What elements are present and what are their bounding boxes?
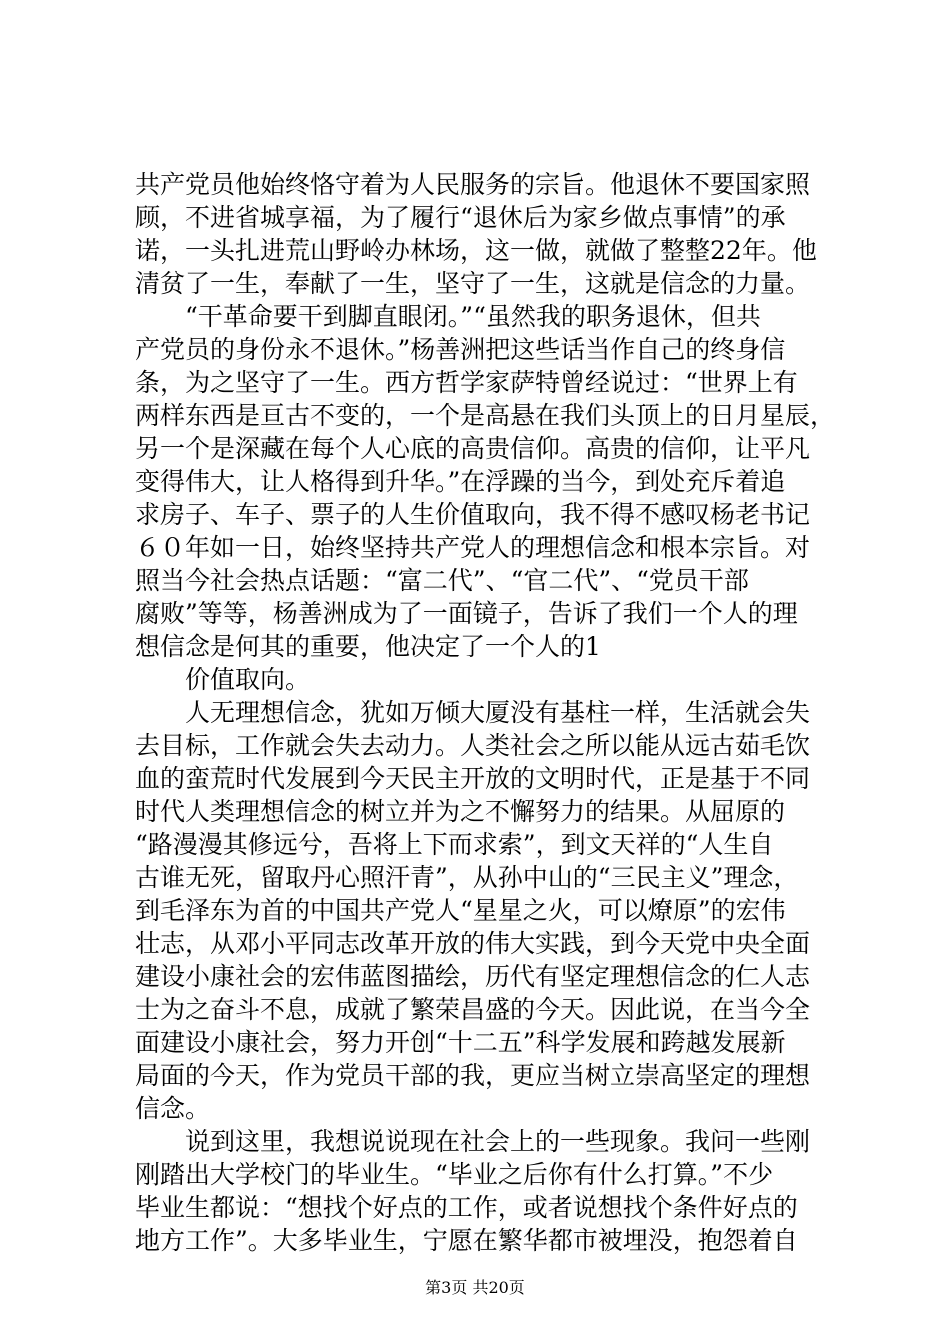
text-line: 士为之奋斗不息，成就了繁荣昌盛的今天。因此说，在当今全 (135, 995, 811, 1024)
text-line: 共产党员他始终恪守着为人民服务的宗旨。他退休不要国家照 (135, 170, 811, 199)
text-line: 变得伟大，让人格得到升华。”在浮躁的当今，到处充斥着追 (135, 467, 786, 496)
text-line: 条，为之坚守了一生。西方哲学家萨特曾经说过：“世界上有 (135, 368, 798, 397)
text-line: 求房子、车子、票子的人生价值取向，我不得不感叹杨老书记 (135, 500, 811, 529)
text-line: 刚踏出大学校门的毕业生。“毕业之后你有什么打算。”不少 (135, 1160, 774, 1189)
text-line: 壮志，从邓小平同志改革开放的伟大实践，到今天党中央全面 (135, 929, 811, 958)
text-line: 毕业生都说：“想找个好点的工作，或者说想找个条件好点的 (135, 1193, 798, 1222)
text-line: ６０年如一日，始终坚持共产党人的理想信念和根本宗旨。对 (135, 533, 811, 562)
text-line: 时代人类理想信念的树立并为之不懈努力的结果。从屈原的 (135, 797, 786, 826)
text-line: 古谁无死，留取丹心照汗青”，从孙中山的“三民主义”理念， (135, 863, 799, 892)
text-line: “路漫漫其修远兮，吾将上下而求索”，到文天祥的“人生自 (135, 830, 774, 859)
text-line: 面建设小康社会，努力开创“十二五”科学发展和跨越发展新 (135, 1028, 786, 1057)
text-line: 人无理想信念，犹如万倾大厦没有基柱一样，生活就会失 (185, 698, 811, 727)
text-line: “干革命要干到脚直眼闭。”“虽然我的职务退休，但共 (185, 302, 761, 331)
text-line: 地方工作”。大多毕业生，宁愿在繁华都市被埋没，抱怨着自 (135, 1226, 798, 1255)
text-line: 想信念是何其的重要，他决定了一个人的1 (135, 632, 601, 661)
text-line: 照当今社会热点话题：“富二代”、“官二代”、“党员干部 (135, 566, 749, 595)
text-line: 另一个是深藏在每个人心底的高贵信仰。高贵的信仰，让平凡 (135, 434, 811, 463)
text-line: 信念。 (135, 1094, 211, 1123)
text-line: 血的蛮荒时代发展到今天民主开放的文明时代，正是基于不同 (135, 764, 811, 793)
page-number-footer: 第3页 共20页 (425, 1278, 525, 1297)
text-line: 产党员的身份永不退休。”杨善洲把这些话当作自己的终身信 (135, 335, 786, 364)
text-line: 到毛泽东为首的中国共产党人“星星之火，可以燎原”的宏伟 (135, 896, 786, 925)
text-line: 腐败”等等，杨善洲成为了一面镜子，告诉了我们一个人的理 (135, 599, 798, 628)
text-line: 顾，不进省城享福，为了履行“退休后为家乡做点事情”的承 (135, 203, 786, 232)
text-line: 价值取向。 (185, 665, 311, 694)
text-line: 诺，一头扎进荒山野岭办林场，这一做，就做了整整22年。他 (135, 236, 817, 265)
text-line: 两样东西是亘古不变的，一个是高悬在我们头顶上的日月星辰， (135, 401, 836, 430)
text-line: 建设小康社会的宏伟蓝图描绘，历代有坚定理想信念的仁人志 (135, 962, 811, 991)
text-line: 说到这里，我想说说现在社会上的一些现象。我问一些刚 (185, 1127, 811, 1156)
text-line: 去目标，工作就会失去动力。人类社会之所以能从远古茹毛饮 (135, 731, 811, 760)
text-line: 清贫了一生，奉献了一生，坚守了一生，这就是信念的力量。 (135, 269, 811, 298)
text-line: 局面的今天，作为党员干部的我，更应当树立崇高坚定的理想 (135, 1061, 811, 1090)
